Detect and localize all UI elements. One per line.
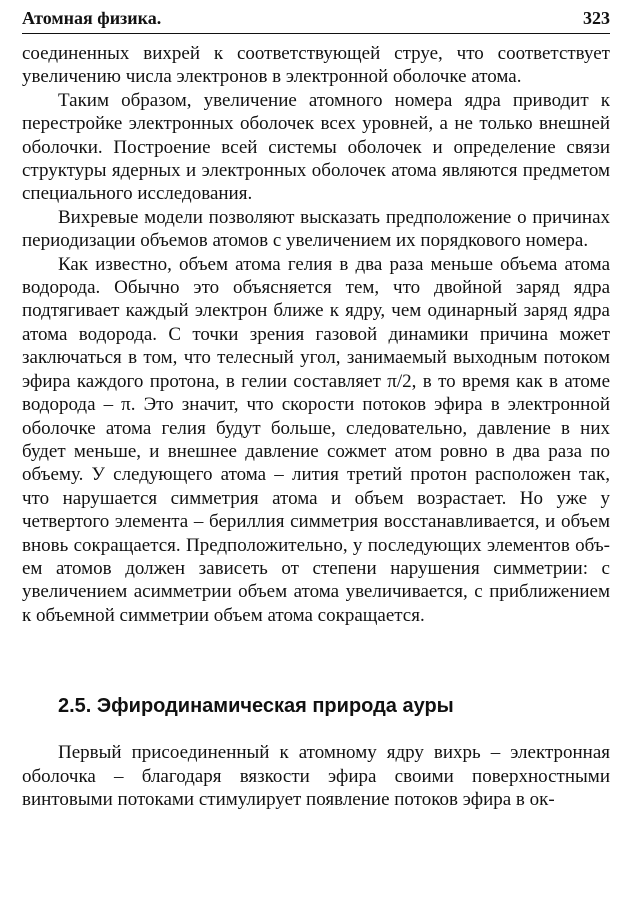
paragraph: Таким образом, увеличение атомного номера ядра приводит к перестройке электронных оболочек всех уровней, а не только внешней оболочки. Построение всей системы оболочек и определение связи структуры ядерных и электронных оболочек атома являются предметом специального исследования. — [22, 89, 610, 205]
paragraph: Вихревые модели позволяют высказать предположение о причинах периодизации объемов атомов с увеличением их порядкового номера. — [22, 206, 610, 252]
paragraph: Первый присоединенный к атомному ядру вихрь – электронная оболочка – благодаря вязкости эфира своими поверхностными винтовыми потоками стимулирует появление потоков эфира в ок- — [22, 742, 610, 810]
section-heading: 2.5. Эфиродинамическая природа ауры — [58, 695, 454, 718]
body-text — [22, 42, 610, 627]
book-page — [22, 6, 610, 811]
section-text — [22, 741, 610, 811]
running-head — [22, 6, 610, 34]
page-number: 323 — [583, 8, 610, 28]
paragraph: соединенных вихрей к соответствующей струе, что соответствует увеличению числа электронов в электронной оболочке атома. — [22, 43, 610, 88]
running-title: Атомная физика. — [22, 8, 162, 28]
paragraph: Как известно, объем атома гелия в два раза меньше объема атома водорода. Обычно это объясняется тем, что двойной заряд ядра подтягивает каждый электрон ближе к ядру, чем одинарный заряд ядра атома водорода. С точки зрения газовой динамики причина может заключаться в том, что телесный угол, занимаемый выходным потоком эфира каждого протона, в гелии составляет π/2, в то время как в атоме водорода – π. Это значит, что скорости потоков эфира в электронной оболочке атома гелия будут больше, следовательно, давление в них будет меньше, и внешнее давление сожмет атом ровно в два раза по объему. У следующего атома – лития третий протон расположен так, что нарушается симметрия атома и объем возрастает. Но уже у четвертого элемента – бериллия симметрия восстанавливается, и объем вновь сокращается. Предположительно, у последующих элементов объем атомов должен зависеть от степени нарушения симметрии: с увеличением асимметрии объем атома увеличивается, с приближением к объемной симметрии объем атома сокращается. — [22, 253, 610, 626]
